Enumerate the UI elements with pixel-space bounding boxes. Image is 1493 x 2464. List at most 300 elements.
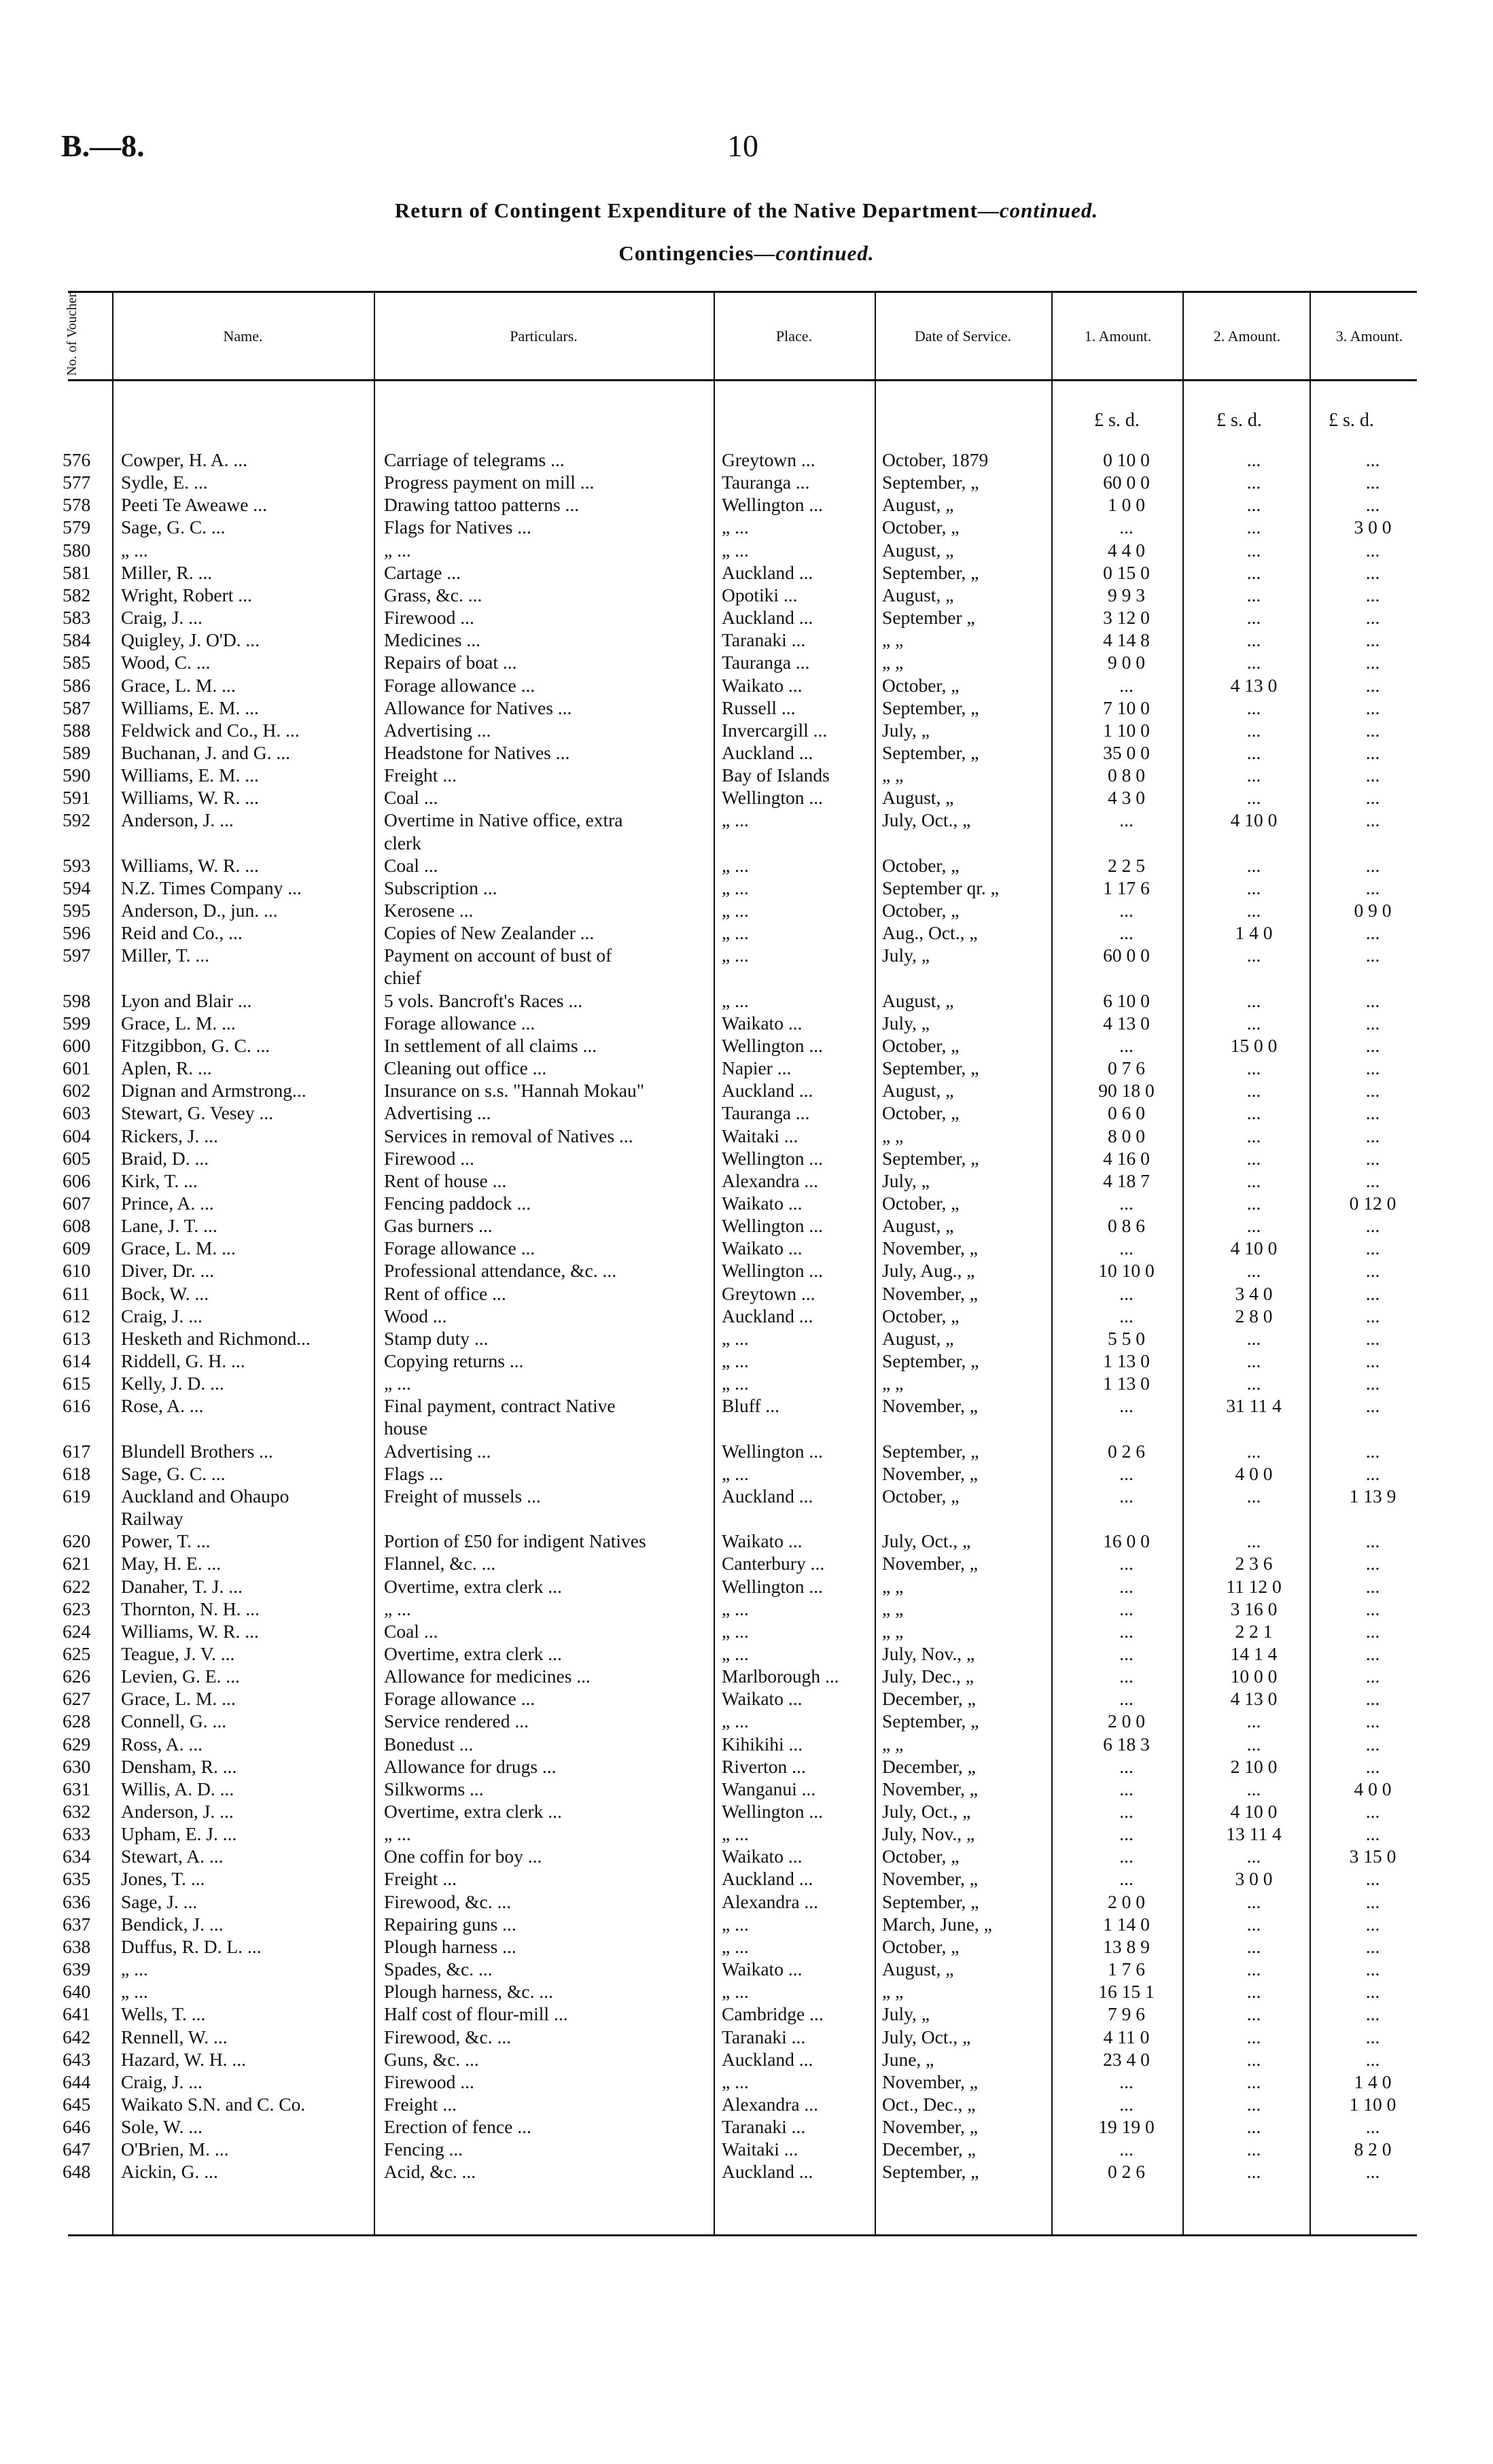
amount-2: 15 0 0 <box>1230 1034 1278 1056</box>
table-row <box>0 516 1493 538</box>
place: Waikato ... <box>722 1846 803 1867</box>
voucher-number: 632 <box>63 1801 91 1822</box>
voucher-number: 598 <box>63 989 91 1011</box>
voucher-number: 586 <box>63 674 91 696</box>
place: „ ... <box>722 922 749 944</box>
table-row <box>0 584 1493 606</box>
amount-2: ... <box>1246 472 1261 493</box>
place: „ ... <box>722 1981 749 2003</box>
date-of-service: August, „ <box>882 989 954 1011</box>
payee-name: Rose, A. ... <box>121 1395 204 1417</box>
place: Canterbury ... <box>722 1553 825 1574</box>
date-of-service: October, „ <box>882 1192 960 1214</box>
particulars: Services in removal of Natives ... <box>384 1125 633 1146</box>
table-row <box>0 809 1493 831</box>
particulars: Freight of mussels ... <box>384 1485 541 1507</box>
date-of-service: September, „ <box>882 1147 979 1169</box>
voucher-number: 594 <box>63 877 91 898</box>
amount-2: ... <box>1246 1485 1261 1507</box>
table-row <box>0 921 1493 944</box>
amount-3: 1 4 0 <box>1354 2071 1392 2092</box>
amount-1: ... <box>1119 1237 1134 1259</box>
particulars: Freight ... <box>384 1868 457 1890</box>
date-of-service: „ „ <box>882 652 904 673</box>
amount-2: ... <box>1246 607 1261 629</box>
table-row <box>0 1440 1493 1462</box>
date-of-service: July, Nov., „ <box>882 1823 975 1845</box>
particulars: house <box>384 1418 428 1439</box>
voucher-number: 637 <box>63 1913 91 1935</box>
amount-2: ... <box>1246 1958 1261 1980</box>
payee-name: Blundell Brothers ... <box>121 1440 273 1462</box>
date-of-service: Oct., Dec., „ <box>882 2093 976 2115</box>
date-of-service: July, Aug., „ <box>882 1260 975 1282</box>
amount-2: ... <box>1246 494 1261 516</box>
place: Bay of Islands <box>722 764 830 786</box>
date-of-service: „ „ <box>882 629 904 651</box>
voucher-number: 634 <box>63 1846 91 1867</box>
amount-3: ... <box>1365 1012 1380 1034</box>
amount-1: 0 6 0 <box>1108 1102 1145 1124</box>
amount-2: 3 16 0 <box>1230 1598 1278 1619</box>
date-of-service: July, „ <box>882 719 930 741</box>
place: Wanganui ... <box>722 1778 816 1799</box>
payee-name: Braid, D. ... <box>121 1147 209 1169</box>
place: Waikato ... <box>722 1530 803 1552</box>
place: Wellington ... <box>722 494 824 516</box>
voucher-number: 605 <box>63 1147 91 1169</box>
table-row <box>0 1913 1493 1935</box>
place: Waikato ... <box>722 1237 803 1259</box>
amount-1: 9 0 0 <box>1108 652 1145 673</box>
particulars: 5 vols. Bancroft's Races ... <box>384 989 583 1011</box>
amount-1: 60 0 0 <box>1103 472 1150 493</box>
date-of-service: July, „ <box>882 945 930 966</box>
voucher-number: 584 <box>63 629 91 651</box>
date-of-service: August, „ <box>882 787 954 809</box>
voucher-number: 596 <box>63 922 91 944</box>
date-of-service: „ „ <box>882 764 904 786</box>
amount-1: ... <box>1119 2071 1134 2092</box>
amount-3: ... <box>1365 1575 1380 1597</box>
table-row <box>0 1530 1493 1552</box>
amount-2: 13 11 4 <box>1226 1823 1282 1845</box>
amount-2: ... <box>1246 1373 1261 1394</box>
date-of-service: „ „ <box>882 1981 904 2003</box>
table-row <box>0 877 1493 899</box>
amount-2: 2 2 1 <box>1235 1620 1273 1642</box>
particulars: Carriage of telegrams ... <box>384 449 565 470</box>
table-row <box>0 1710 1493 1732</box>
amount-3: ... <box>1365 945 1380 966</box>
particulars: clerk <box>384 832 421 853</box>
payee-name: Lane, J. T. ... <box>121 1215 217 1237</box>
voucher-number: 638 <box>63 1935 91 1957</box>
payee-name: Williams, W. R. ... <box>121 787 259 809</box>
amount-3: ... <box>1365 2116 1380 2138</box>
date-of-service: March, June, „ <box>882 1913 992 1935</box>
table-row <box>0 2048 1493 2071</box>
place: Riverton ... <box>722 1755 806 1777</box>
table-row <box>0 2160 1493 2183</box>
particulars: Coal ... <box>384 787 438 809</box>
amount-3: ... <box>1365 1147 1380 1169</box>
date-of-service: October, „ <box>882 674 960 696</box>
payee-name: „ ... <box>121 1958 148 1980</box>
voucher-number: 640 <box>63 1981 91 2003</box>
amount-1: ... <box>1119 900 1134 921</box>
particulars: Forage allowance ... <box>384 1237 535 1259</box>
payee-name: Anderson, D., jun. ... <box>121 900 278 921</box>
date-of-service: November, „ <box>882 1462 978 1484</box>
amount-2: ... <box>1246 1080 1261 1102</box>
place: „ ... <box>722 516 749 538</box>
voucher-number: 597 <box>63 945 91 966</box>
amount-2: ... <box>1246 2093 1261 2115</box>
amount-2: ... <box>1246 2071 1261 2092</box>
amount-2: ... <box>1246 2116 1261 2138</box>
table-row <box>0 1642 1493 1665</box>
payee-name: Stewart, A. ... <box>121 1846 224 1867</box>
table-row <box>0 561 1493 584</box>
table-row <box>0 1102 1493 1124</box>
amount-3: ... <box>1365 1395 1380 1417</box>
currency-units-3: £ s. d. <box>1329 410 1374 431</box>
payee-name: Kelly, J. D. ... <box>121 1373 224 1394</box>
amount-2: ... <box>1246 2048 1261 2070</box>
particulars: Firewood ... <box>384 2071 474 2092</box>
amount-1: 1 13 0 <box>1103 1373 1150 1394</box>
amount-3: ... <box>1365 1666 1380 1687</box>
voucher-number: 580 <box>63 539 91 561</box>
amount-3: ... <box>1365 561 1380 583</box>
particulars: Fencing ... <box>384 2139 463 2160</box>
table-row <box>0 741 1493 764</box>
table-row <box>0 1214 1493 1237</box>
place: „ ... <box>722 989 749 1011</box>
place: „ ... <box>722 1935 749 1957</box>
amount-3: ... <box>1365 1373 1380 1394</box>
voucher-number: 617 <box>63 1440 91 1462</box>
particulars: Forage allowance ... <box>384 674 535 696</box>
amount-3: ... <box>1365 1868 1380 1890</box>
amount-2: 2 8 0 <box>1235 1305 1273 1326</box>
particulars: Guns, &c. ... <box>384 2048 479 2070</box>
page-number: 10 <box>727 128 758 163</box>
amount-2: ... <box>1246 2161 1261 2183</box>
voucher-number: 611 <box>63 1282 90 1304</box>
date-of-service: November, „ <box>882 1282 978 1304</box>
subtitle-italic: continued. <box>775 241 875 265</box>
payee-name: Railway <box>121 1508 183 1530</box>
particulars: Copying returns ... <box>384 1350 524 1371</box>
particulars: Silkworms ... <box>384 1778 484 1799</box>
amount-2: ... <box>1246 1350 1261 1371</box>
payee-name: Buchanan, J. and G. ... <box>121 741 290 763</box>
amount-3: 1 13 9 <box>1349 1485 1397 1507</box>
place: Alexandra ... <box>722 1169 819 1191</box>
particulars: Rent of office ... <box>384 1282 506 1304</box>
place: „ ... <box>722 1642 749 1664</box>
place: Kihikihi ... <box>722 1733 803 1755</box>
voucher-number: 618 <box>63 1462 91 1484</box>
amount-1: 4 14 8 <box>1103 629 1150 651</box>
amount-3: ... <box>1365 2161 1380 2183</box>
amount-1: 90 18 0 <box>1098 1080 1155 1102</box>
particulars: In settlement of all claims ... <box>384 1034 597 1056</box>
amount-1: 9 9 3 <box>1108 584 1145 605</box>
table-row <box>0 1890 1493 1913</box>
date-of-service: November, „ <box>882 1237 978 1259</box>
place: Wellington ... <box>722 1034 824 1056</box>
date-of-service: October, „ <box>882 1935 960 1957</box>
date-of-service: July, Oct., „ <box>882 809 971 831</box>
amount-2: 31 11 4 <box>1226 1395 1282 1417</box>
voucher-number: 612 <box>63 1305 91 1326</box>
date-of-service: „ „ <box>882 1125 904 1146</box>
place: „ ... <box>722 2071 749 2092</box>
particulars: Bonedust ... <box>384 1733 474 1755</box>
table-row <box>0 1034 1493 1057</box>
table-row <box>0 493 1493 516</box>
amount-2: ... <box>1246 1981 1261 2003</box>
place: Alexandra ... <box>722 1890 819 1912</box>
amount-3: ... <box>1365 1080 1380 1102</box>
amount-2: ... <box>1246 764 1261 786</box>
place: „ ... <box>722 1823 749 1845</box>
amount-1: ... <box>1119 1395 1134 1417</box>
payee-name: Miller, R. ... <box>121 561 213 583</box>
table-row <box>0 1305 1493 1327</box>
date-of-service: August, „ <box>882 1958 954 1980</box>
table-row <box>0 1417 1493 1439</box>
voucher-number: 631 <box>63 1778 91 1799</box>
place: Taranaki ... <box>722 629 806 651</box>
amount-1: 0 8 0 <box>1108 764 1145 786</box>
voucher-number: 582 <box>63 584 91 605</box>
particulars: Freight ... <box>384 2093 457 2115</box>
voucher-number: 576 <box>63 449 91 470</box>
amount-1: ... <box>1119 1666 1134 1687</box>
amount-1: ... <box>1119 674 1134 696</box>
amount-3: ... <box>1365 1125 1380 1146</box>
payee-name: Hesketh and Richmond... <box>121 1327 311 1349</box>
amount-1: 2 2 5 <box>1108 854 1145 876</box>
currency-units-1: £ s. d. <box>1094 410 1140 431</box>
payee-name: Hazard, W. H. ... <box>121 2048 247 2070</box>
particulars: Spades, &c. ... <box>384 1958 493 1980</box>
amount-3: ... <box>1365 854 1380 876</box>
particulars: Wood ... <box>384 1305 447 1326</box>
amount-2: ... <box>1246 1215 1261 1237</box>
amount-2: ... <box>1246 629 1261 651</box>
amount-3: ... <box>1365 2003 1380 2025</box>
date-of-service: August, „ <box>882 1327 954 1349</box>
subtitle-main: Contingencies— <box>618 241 776 265</box>
payee-name: Stewart, G. Vesey ... <box>121 1102 274 1124</box>
date-of-service: „ „ <box>882 1598 904 1619</box>
payee-name: Quigley, J. O'D. ... <box>121 629 260 651</box>
date-of-service: July, Dec., „ <box>882 1666 974 1687</box>
amount-3: ... <box>1365 787 1380 809</box>
place: Wellington ... <box>722 787 824 809</box>
voucher-number: 639 <box>63 1958 91 1980</box>
amount-2: ... <box>1246 1057 1261 1079</box>
amount-2: ... <box>1246 449 1261 470</box>
table-row <box>0 1755 1493 1778</box>
amount-1: ... <box>1119 1868 1134 1890</box>
amount-3: ... <box>1365 1237 1380 1259</box>
amount-2: 4 13 0 <box>1230 674 1278 696</box>
place: „ ... <box>722 1327 749 1349</box>
payee-name: Williams, E. M. ... <box>121 764 259 786</box>
place: „ ... <box>722 1598 749 1619</box>
particulars: Allowance for Natives ... <box>384 697 572 718</box>
place: Waitaki ... <box>722 1125 798 1146</box>
date-of-service: September, „ <box>882 1057 979 1079</box>
date-of-service: July, „ <box>882 1169 930 1191</box>
amount-1: ... <box>1119 1642 1134 1664</box>
amount-2: ... <box>1246 1192 1261 1214</box>
amount-1: 0 7 6 <box>1108 1057 1145 1079</box>
voucher-number: 578 <box>63 494 91 516</box>
table-row <box>0 989 1493 1012</box>
table-row <box>0 2115 1493 2138</box>
table-row <box>0 1012 1493 1034</box>
date-of-service: July, Oct., „ <box>882 1530 971 1552</box>
amount-3: ... <box>1365 449 1380 470</box>
payee-name: Craig, J. ... <box>121 2071 203 2092</box>
amount-2: ... <box>1246 741 1261 763</box>
voucher-number: 585 <box>63 652 91 673</box>
amount-2: ... <box>1246 539 1261 561</box>
voucher-number: 599 <box>63 1012 91 1034</box>
date-of-service: June, „ <box>882 2048 934 2070</box>
place: Marlborough ... <box>722 1666 839 1687</box>
amount-3: ... <box>1365 1215 1380 1237</box>
amount-3: ... <box>1365 2048 1380 2070</box>
amount-3: ... <box>1365 607 1380 629</box>
voucher-number: 590 <box>63 764 91 786</box>
date-of-service: October, „ <box>882 1485 960 1507</box>
voucher-number: 648 <box>63 2161 91 2183</box>
payee-name: Miller, T. ... <box>121 945 210 966</box>
payee-name: Densham, R. ... <box>121 1755 237 1777</box>
particulars: Coal ... <box>384 854 438 876</box>
voucher-number: 645 <box>63 2093 91 2115</box>
amount-2: 4 10 0 <box>1230 809 1278 831</box>
table-row <box>0 1350 1493 1372</box>
amount-1: ... <box>1119 1598 1134 1619</box>
header-name: Name. <box>223 328 263 345</box>
header-date: Date of Service. <box>914 328 1012 345</box>
voucher-number: 623 <box>63 1598 91 1619</box>
date-of-service: „ „ <box>882 1575 904 1597</box>
header-voucher: No. of Voucher. <box>65 290 80 376</box>
place: Russell ... <box>722 697 796 718</box>
payee-name: Willis, A. D. ... <box>121 1778 234 1799</box>
voucher-number: 622 <box>63 1575 91 1597</box>
voucher-number: 619 <box>63 1485 91 1507</box>
amount-3: ... <box>1365 1890 1380 1912</box>
amount-2: ... <box>1246 652 1261 673</box>
date-of-service: November, „ <box>882 1778 978 1799</box>
date-of-service: September „ <box>882 607 975 629</box>
payee-name: Levien, G. E. ... <box>121 1666 240 1687</box>
amount-2: ... <box>1246 1102 1261 1124</box>
amount-2: ... <box>1246 516 1261 538</box>
date-of-service: „ „ <box>882 1733 904 1755</box>
amount-2: ... <box>1246 1440 1261 1462</box>
voucher-number: 644 <box>63 2071 91 2092</box>
amount-3: ... <box>1365 1913 1380 1935</box>
place: Greytown ... <box>722 449 815 470</box>
particulars: Drawing tattoo patterns ... <box>384 494 580 516</box>
payee-name: Upham, E. J. ... <box>121 1823 237 1845</box>
payee-name: Cowper, H. A. ... <box>121 449 248 470</box>
place: „ ... <box>722 809 749 831</box>
amount-3: ... <box>1365 741 1380 763</box>
voucher-number: 636 <box>63 1890 91 1912</box>
date-of-service: September qr. „ <box>882 877 999 898</box>
header-amount-3: 3. Amount. <box>1335 328 1403 345</box>
payee-name: Lyon and Blair ... <box>121 989 252 1011</box>
particulars: Firewood, &c. ... <box>384 1890 512 1912</box>
date-of-service: September, „ <box>882 1350 979 1371</box>
particulars: Overtime, extra clerk ... <box>384 1801 562 1822</box>
place: Auckland ... <box>722 1485 813 1507</box>
payee-name: Williams, W. R. ... <box>121 854 259 876</box>
voucher-number: 595 <box>63 900 91 921</box>
amount-2: ... <box>1246 1260 1261 1282</box>
amount-2: ... <box>1246 1125 1261 1146</box>
payee-name: Sole, W. ... <box>121 2116 203 2138</box>
amount-1: 4 16 0 <box>1103 1147 1150 1169</box>
amount-2: ... <box>1246 584 1261 605</box>
amount-1: 0 8 6 <box>1108 1215 1145 1237</box>
table-row <box>0 448 1493 471</box>
amount-1: 2 0 0 <box>1108 1710 1145 1732</box>
place: „ ... <box>722 1710 749 1732</box>
amount-3: ... <box>1365 719 1380 741</box>
table-row <box>0 899 1493 921</box>
amount-2: ... <box>1246 1935 1261 1957</box>
table-row <box>0 832 1493 854</box>
table-row <box>0 1192 1493 1214</box>
particulars: Flags ... <box>384 1462 444 1484</box>
amount-1: ... <box>1119 516 1134 538</box>
amount-1: ... <box>1119 1485 1134 1507</box>
payee-name: Riddell, G. H. ... <box>121 1350 245 1371</box>
place: Taranaki ... <box>722 2026 806 2047</box>
amount-2: ... <box>1246 2139 1261 2160</box>
table-row <box>0 719 1493 741</box>
amount-2: ... <box>1246 1147 1261 1169</box>
voucher-number: 608 <box>63 1215 91 1237</box>
amount-1: ... <box>1119 1755 1134 1777</box>
particulars: „ ... <box>384 1823 411 1845</box>
header-place: Place. <box>775 328 813 345</box>
date-of-service: October, „ <box>882 516 960 538</box>
voucher-number: 646 <box>63 2116 91 2138</box>
amount-1: ... <box>1119 1282 1134 1304</box>
place: „ ... <box>722 1620 749 1642</box>
voucher-number: 629 <box>63 1733 91 1755</box>
particulars: Medicines ... <box>384 629 481 651</box>
particulars: „ ... <box>384 539 411 561</box>
payee-name: Danaher, T. J. ... <box>121 1575 243 1597</box>
amount-2: ... <box>1246 1530 1261 1552</box>
